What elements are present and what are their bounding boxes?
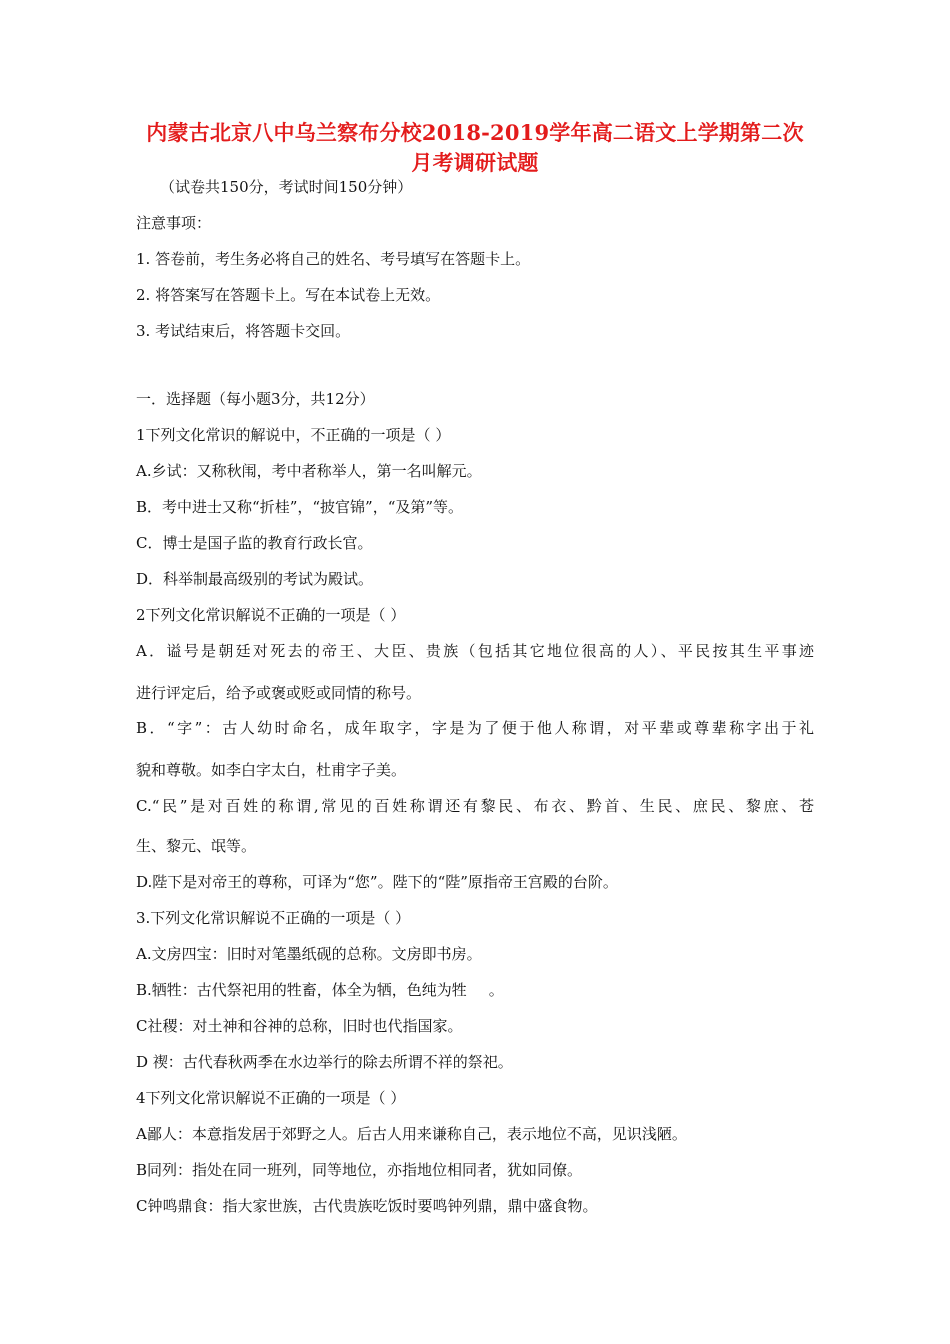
question-option: B同列：指处在同一班列，同等地位，亦指地位相同者，犹如同僚。 — [136, 1161, 583, 1179]
question-option: B．考中进士又称“折桂”，“披官锦”，“及第”等。 — [136, 498, 464, 516]
question-option: C钟鸣鼎食：指大家世族，古代贵族吃饭时要鸣钟列鼎，鼎中盛食物。 — [136, 1197, 598, 1215]
option-text: B.牺牲：古代祭祀用的牲畜，体全为牺，色纯为牲 — [136, 981, 467, 999]
question-option: A.文房四宝：旧时对笔墨纸砚的总称。文房即书房。 — [136, 945, 482, 963]
notice-item: 2. 将答案写在答题卡上。写在本试卷上无效。 — [136, 286, 441, 304]
question-option: A.乡试：又称秋闱，考中者称举人，第一名叫解元。 — [136, 462, 482, 480]
exam-info: （试卷共150分，考试时间150分钟） — [160, 178, 413, 196]
question-stem: 4下列文化常识解说不正确的一项是（ ） — [136, 1089, 406, 1107]
question-stem: 1下列文化常识的解说中，不正确的一项是（ ） — [136, 426, 451, 444]
question-option-continuation: 貌和尊敬。如李白字太白，杜甫字子美。 — [136, 761, 407, 779]
question-option — [136, 980, 504, 1000]
question-option: D.陛下是对帝王的尊称，可译为“您”。陛下的“陛”原指帝王宫殿的台阶。 — [136, 873, 618, 891]
question-option-continuation: 生、黎元、氓等。 — [136, 837, 257, 855]
question-option: A．谥号是朝廷对死去的帝王、大臣、贵族（包括其它地位很高的人）、平民按其生平事迹 — [136, 642, 814, 660]
question-option: C．博士是国子监的教育行政长官。 — [136, 534, 373, 552]
question-option: C社稷：对土神和谷神的总称，旧时也代指国家。 — [136, 1017, 463, 1035]
question-option: D．科举制最高级别的考试为殿试。 — [136, 570, 374, 588]
question-option-continuation: 进行评定后，给予或褒或贬或同情的称号。 — [136, 684, 422, 702]
title-line-1: 内蒙古北京八中乌兰察布分校2018-2019学年高二语文上学期第二次 — [146, 120, 804, 145]
question-option: A鄙人：本意指发居于郊野之人。后古人用来谦称自己，表示地位不高，见识浅陋。 — [136, 1125, 687, 1143]
question-option: B．“字”：古人幼时命名，成年取字，字是为了便于他人称谓，对平辈或尊辈称字出于礼 — [136, 719, 814, 737]
notice-item: 3. 考试结束后，将答题卡交回。 — [136, 322, 351, 340]
trailing-period: 。 — [488, 981, 504, 999]
section-heading: 一．选择题（每小题3分，共12分） — [136, 390, 375, 408]
document-title — [120, 118, 830, 178]
title-line-2: 月考调研试题 — [411, 150, 539, 175]
notice-item: 1. 答卷前，考生务必将自己的姓名、考号填写在答题卡上。 — [136, 250, 531, 268]
question-option: D 禊：古代春秋两季在水边举行的除去所谓不祥的祭祀。 — [136, 1053, 513, 1071]
question-stem: 2下列文化常识解说不正确的一项是（ ） — [136, 606, 406, 624]
question-stem: 3.下列文化常识解说不正确的一项是（ ） — [136, 909, 411, 927]
notice-heading: 注意事项： — [136, 214, 212, 232]
question-option: C.“民”是对百姓的称谓,常见的百姓称谓还有黎民、布衣、黔首、生民、庶民、黎庶、苍 — [136, 797, 814, 815]
